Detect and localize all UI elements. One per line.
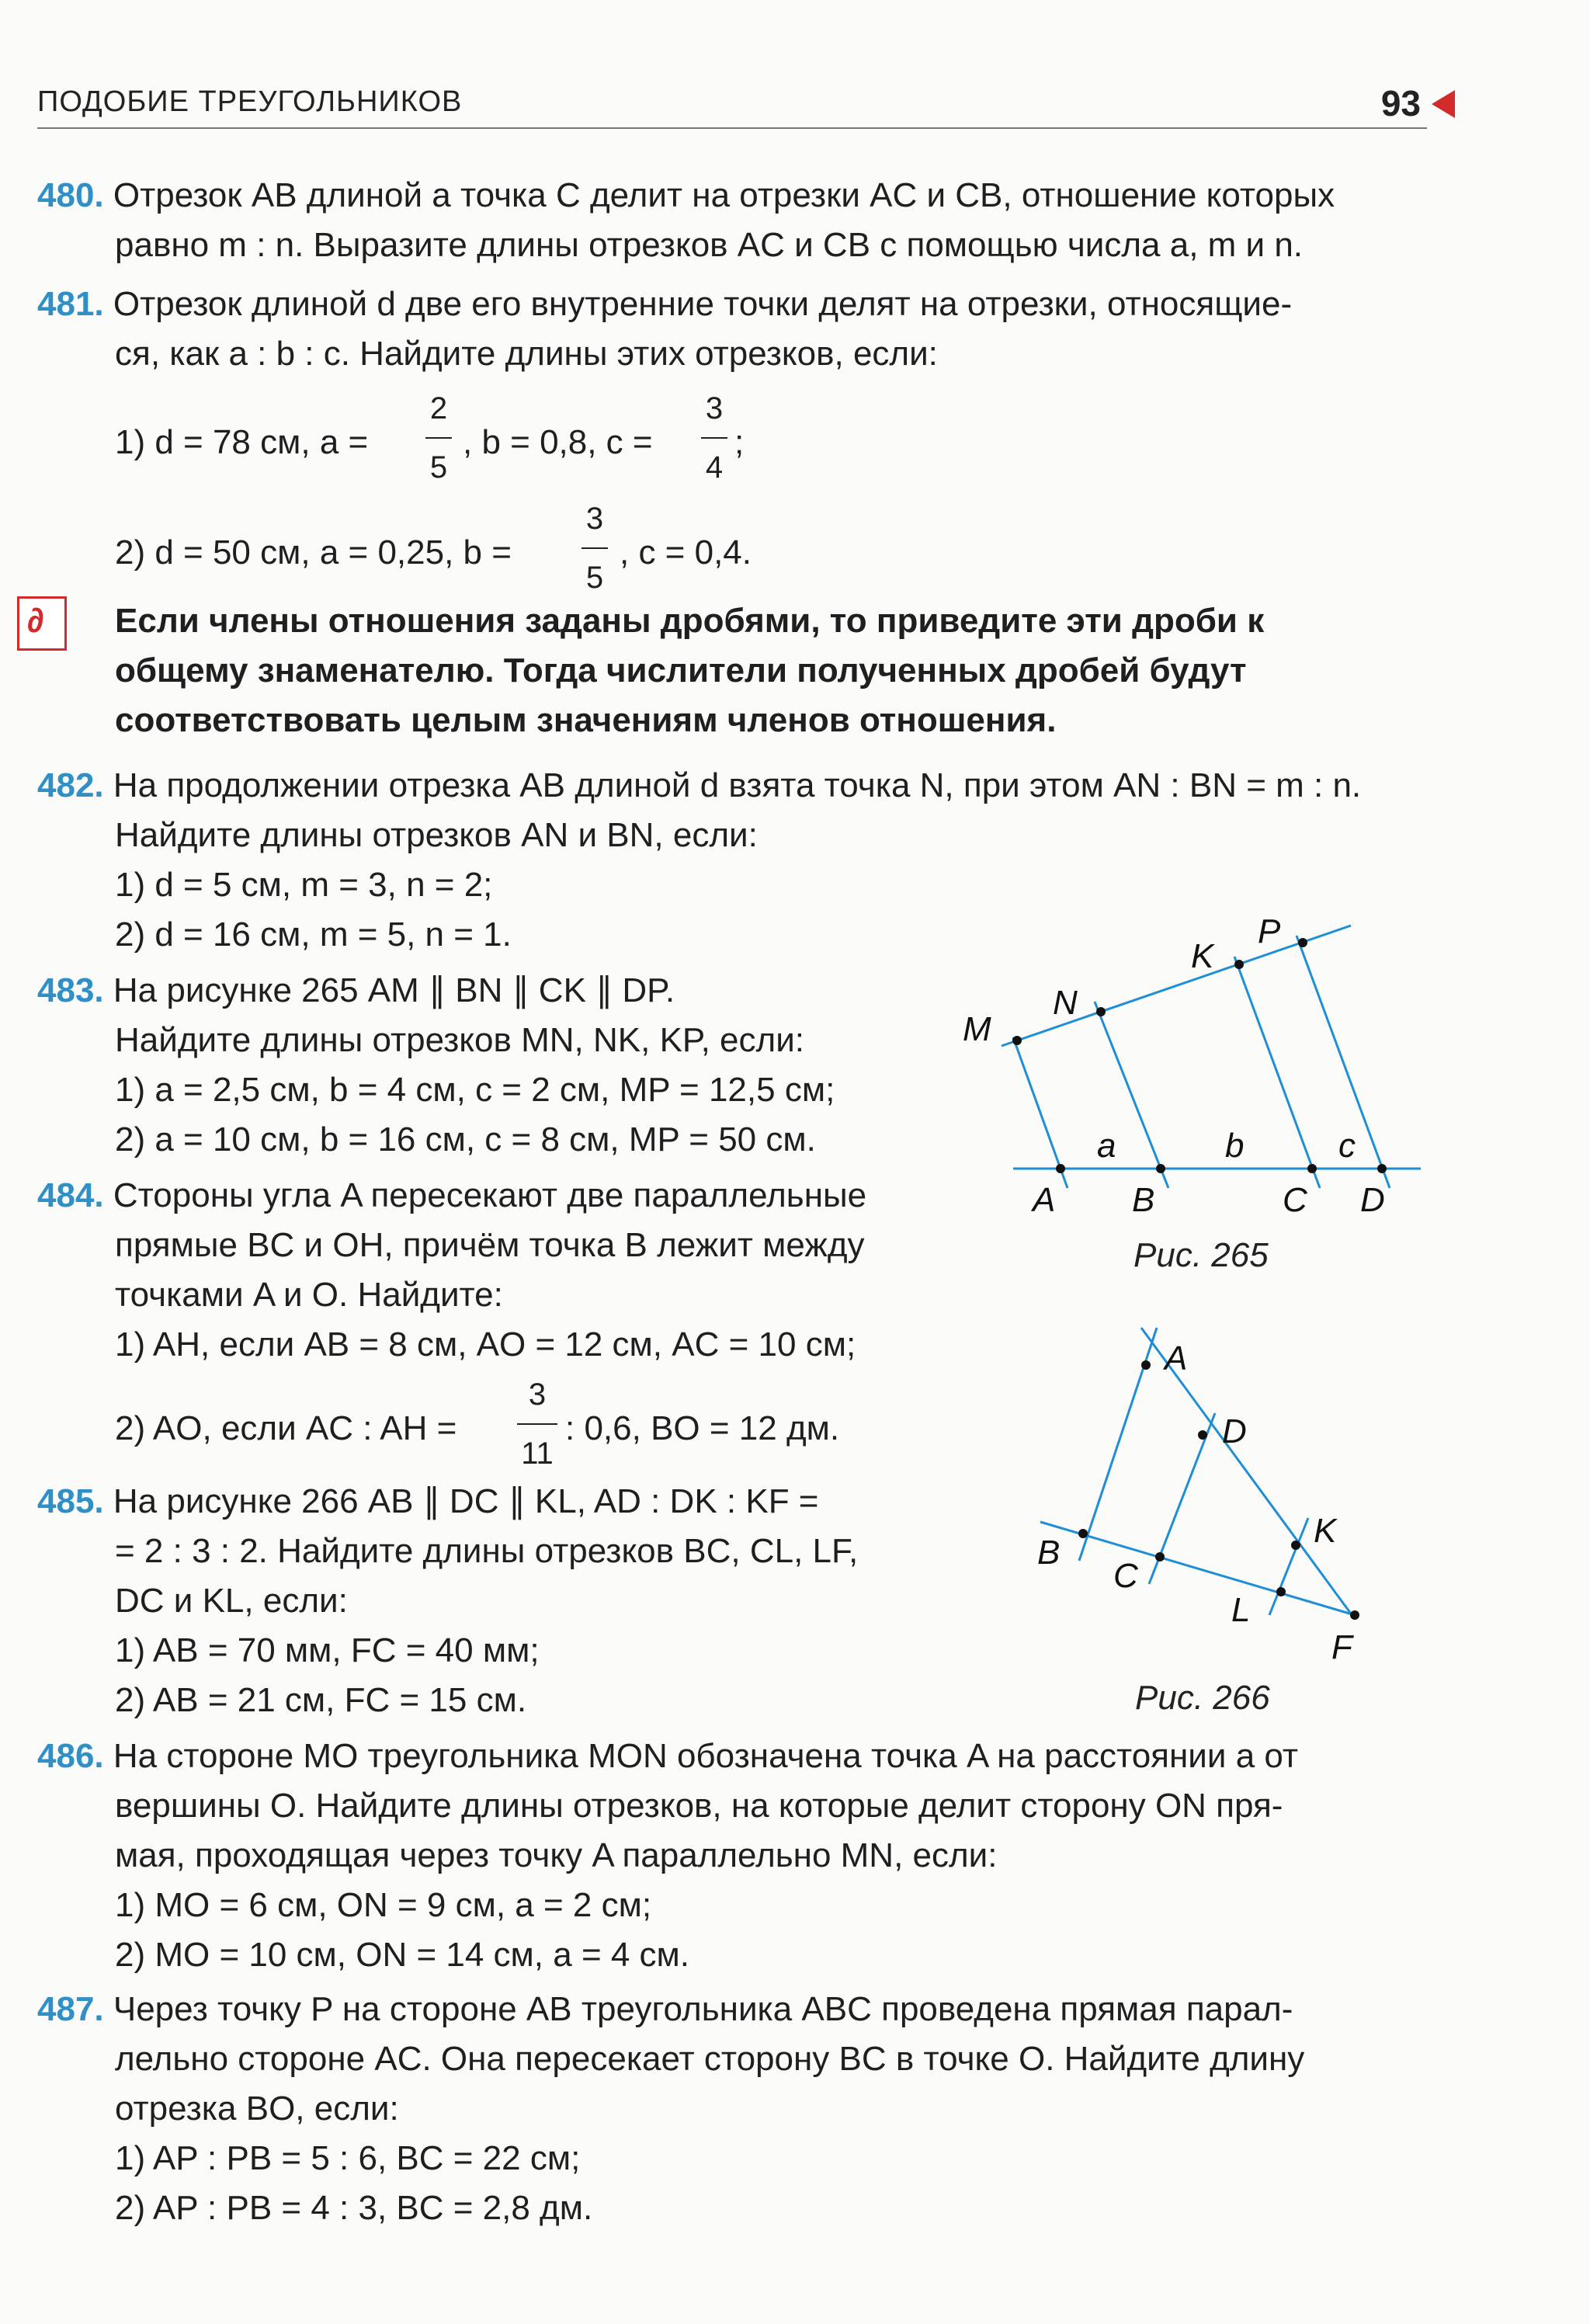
label-k: K — [1314, 1512, 1337, 1550]
problem-number: 482. — [37, 766, 104, 804]
problem-text: На продолжении отрезка AB длиной d взята точка N, при этом AN : BN = m : n. — [113, 766, 1362, 804]
label-a: A — [1165, 1339, 1188, 1377]
problem-481-line2: ся, как a : b : c. Найдите длины этих отрезков, если: — [115, 335, 938, 373]
fraction-denominator: 4 — [705, 450, 724, 485]
problem-number: 481. — [37, 285, 104, 323]
problem-number: 487. — [37, 1990, 104, 2028]
fraction-denominator: 5 — [585, 561, 604, 595]
section-title: ПОДОБИЕ ТРЕУГОЛЬНИКОВ — [37, 85, 463, 118]
fraction-denominator: 5 — [429, 450, 448, 485]
label-l: L — [1231, 1591, 1251, 1629]
hint-line1: Если члены отношения заданы дробями, то приведите эти дроби к — [115, 602, 1265, 640]
problem-482-case2: 2) d = 16 см, m = 5, n = 1. — [115, 915, 512, 954]
label-c: C — [1283, 1181, 1307, 1219]
label-b: B — [1132, 1181, 1155, 1219]
problem-text: На рисунке 265 AM ∥ BN ∥ CK ∥ DP. — [113, 971, 675, 1009]
label-segment-a: a — [1097, 1127, 1116, 1165]
problem-486-line2: вершины O. Найдите длины отрезков, на которые делит сторону ON пря- — [115, 1787, 1283, 1825]
page-number: 93 — [1380, 83, 1421, 123]
problem-text: Отрезок AB длиной a точка C делит на отрезки AC и CB, отношение которых — [113, 176, 1335, 214]
problem-482-case1: 1) d = 5 см, m = 3, n = 2; — [115, 866, 493, 904]
fraction-numerator: 2 — [429, 391, 448, 426]
problem-487-line3: отрезка BO, если: — [115, 2090, 399, 2128]
problem-482-line2: Найдите длины отрезков AN и BN, если: — [115, 816, 758, 854]
problem-486-case1: 1) MO = 6 см, ON = 9 см, a = 2 см; — [115, 1886, 652, 1924]
problem-486-case2: 2) MO = 10 см, ON = 14 см, a = 4 см. — [115, 1936, 690, 1974]
problem-484-case1: 1) AH, если AB = 8 см, AO = 12 см, AC = 10 см; — [115, 1325, 856, 1363]
label-d: D — [1222, 1412, 1247, 1450]
label-a: A — [1033, 1181, 1056, 1219]
problem-481-case2-part1: 2) d = 50 см, a = 0,25, b = — [115, 533, 512, 571]
problem-483-case2: 2) a = 10 см, b = 16 см, c = 8 см, MP = 50 см. — [115, 1120, 816, 1159]
label-d: D — [1360, 1181, 1385, 1219]
problem-481-case2-part2: , c = 0,4. — [620, 533, 752, 571]
problem-481-case1-part2: , b = 0,8, c = — [463, 423, 653, 461]
fraction-denominator: 11 — [521, 1436, 554, 1471]
point-b — [1078, 1529, 1088, 1538]
problem-text: На стороне MO треугольника MON обозначена точка A на расстоянии a от — [113, 1737, 1299, 1775]
problem-487-case2: 2) AP : PB = 4 : 3, BC = 2,8 дм. — [115, 2189, 593, 2227]
problem-484-line2: прямые BC и OH, причём точка B лежит между — [115, 1226, 865, 1264]
label-p: P — [1258, 912, 1281, 950]
label-c: C — [1113, 1557, 1138, 1595]
problem-text: Через точку P на стороне AB треугольника ABC проведена прямая парал- — [113, 1990, 1293, 2028]
problem-483-line2: Найдите длины отрезков MN, NK, KP, если: — [115, 1021, 804, 1059]
point-c — [1155, 1552, 1165, 1561]
label-segment-c: c — [1338, 1127, 1356, 1165]
label-b: B — [1037, 1534, 1061, 1572]
problem-481-case1-part1: 1) d = 78 см, a = — [115, 423, 369, 461]
fraction-numerator: 3 — [528, 1377, 547, 1412]
problem-487-case1: 1) AP : PB = 5 : 6, BC = 22 см; — [115, 2139, 581, 2177]
hint-line3: соответствовать целым значениям членов отношения. — [115, 701, 1057, 739]
fraction-numerator: 3 — [705, 391, 724, 426]
label-k: K — [1191, 937, 1214, 975]
problem-number: 485. — [37, 1482, 104, 1520]
problem-number: 483. — [37, 971, 104, 1009]
point-a — [1141, 1360, 1151, 1370]
problem-480-line2: равно m : n. Выразите длины отрезков AC и CB с помощью числа a, m и n. — [115, 226, 1304, 264]
problem-485-line2: = 2 : 3 : 2. Найдите длины отрезков BC, CL, LF, — [115, 1532, 859, 1570]
point-l — [1276, 1587, 1286, 1596]
problem-text: Стороны угла A пересекают две параллельные — [113, 1176, 867, 1214]
figure-266-caption: Рис. 266 — [1135, 1679, 1270, 1717]
point-d — [1198, 1430, 1207, 1440]
problem-483-case1: 1) a = 2,5 см, b = 4 см, c = 2 см, MP = 12,5 см; — [115, 1071, 835, 1109]
problem-text: Отрезок длиной d две его внутренние точки делят на отрезки, относящие- — [113, 285, 1293, 323]
problem-text: На рисунке 266 AB ∥ DC ∥ KL, AD : DK : KF = — [113, 1482, 819, 1520]
problem-484-case2-part1: 2) AO, если AC : AH = — [115, 1409, 457, 1447]
problem-485-line3: DC и KL, если: — [115, 1582, 348, 1620]
label-f: F — [1331, 1628, 1352, 1666]
problem-485-case2: 2) AB = 21 см, FC = 15 см. — [115, 1681, 527, 1719]
problem-486-line3: мая, проходящая через точку A параллельно MN, если: — [115, 1836, 998, 1874]
point-k — [1291, 1541, 1300, 1550]
problem-481-case1-part3: ; — [734, 423, 745, 461]
problem-485-case1: 1) AB = 70 мм, FC = 40 мм; — [115, 1631, 540, 1669]
fraction-numerator: 3 — [585, 502, 604, 536]
figure-265-caption: Рис. 265 — [1133, 1236, 1269, 1274]
problem-number: 484. — [37, 1176, 104, 1214]
problem-487-line2: лельно стороне AC. Она пересекает сторону BC в точке O. Найдите длину — [115, 2040, 1305, 2078]
problem-484-case2-part2: : 0,6, BO = 12 дм. — [565, 1409, 840, 1447]
problem-number: 486. — [37, 1737, 104, 1775]
label-segment-b: b — [1225, 1127, 1245, 1165]
problem-number: 480. — [37, 176, 104, 214]
point-f — [1350, 1610, 1359, 1620]
label-m: M — [963, 1010, 991, 1048]
problem-484-line3: точками A и O. Найдите: — [115, 1276, 503, 1314]
hint-line2: общему знаменателю. Тогда числители полученных дробей будут — [115, 651, 1247, 690]
hint-icon: ∂ — [17, 596, 67, 651]
label-n: N — [1053, 984, 1078, 1022]
